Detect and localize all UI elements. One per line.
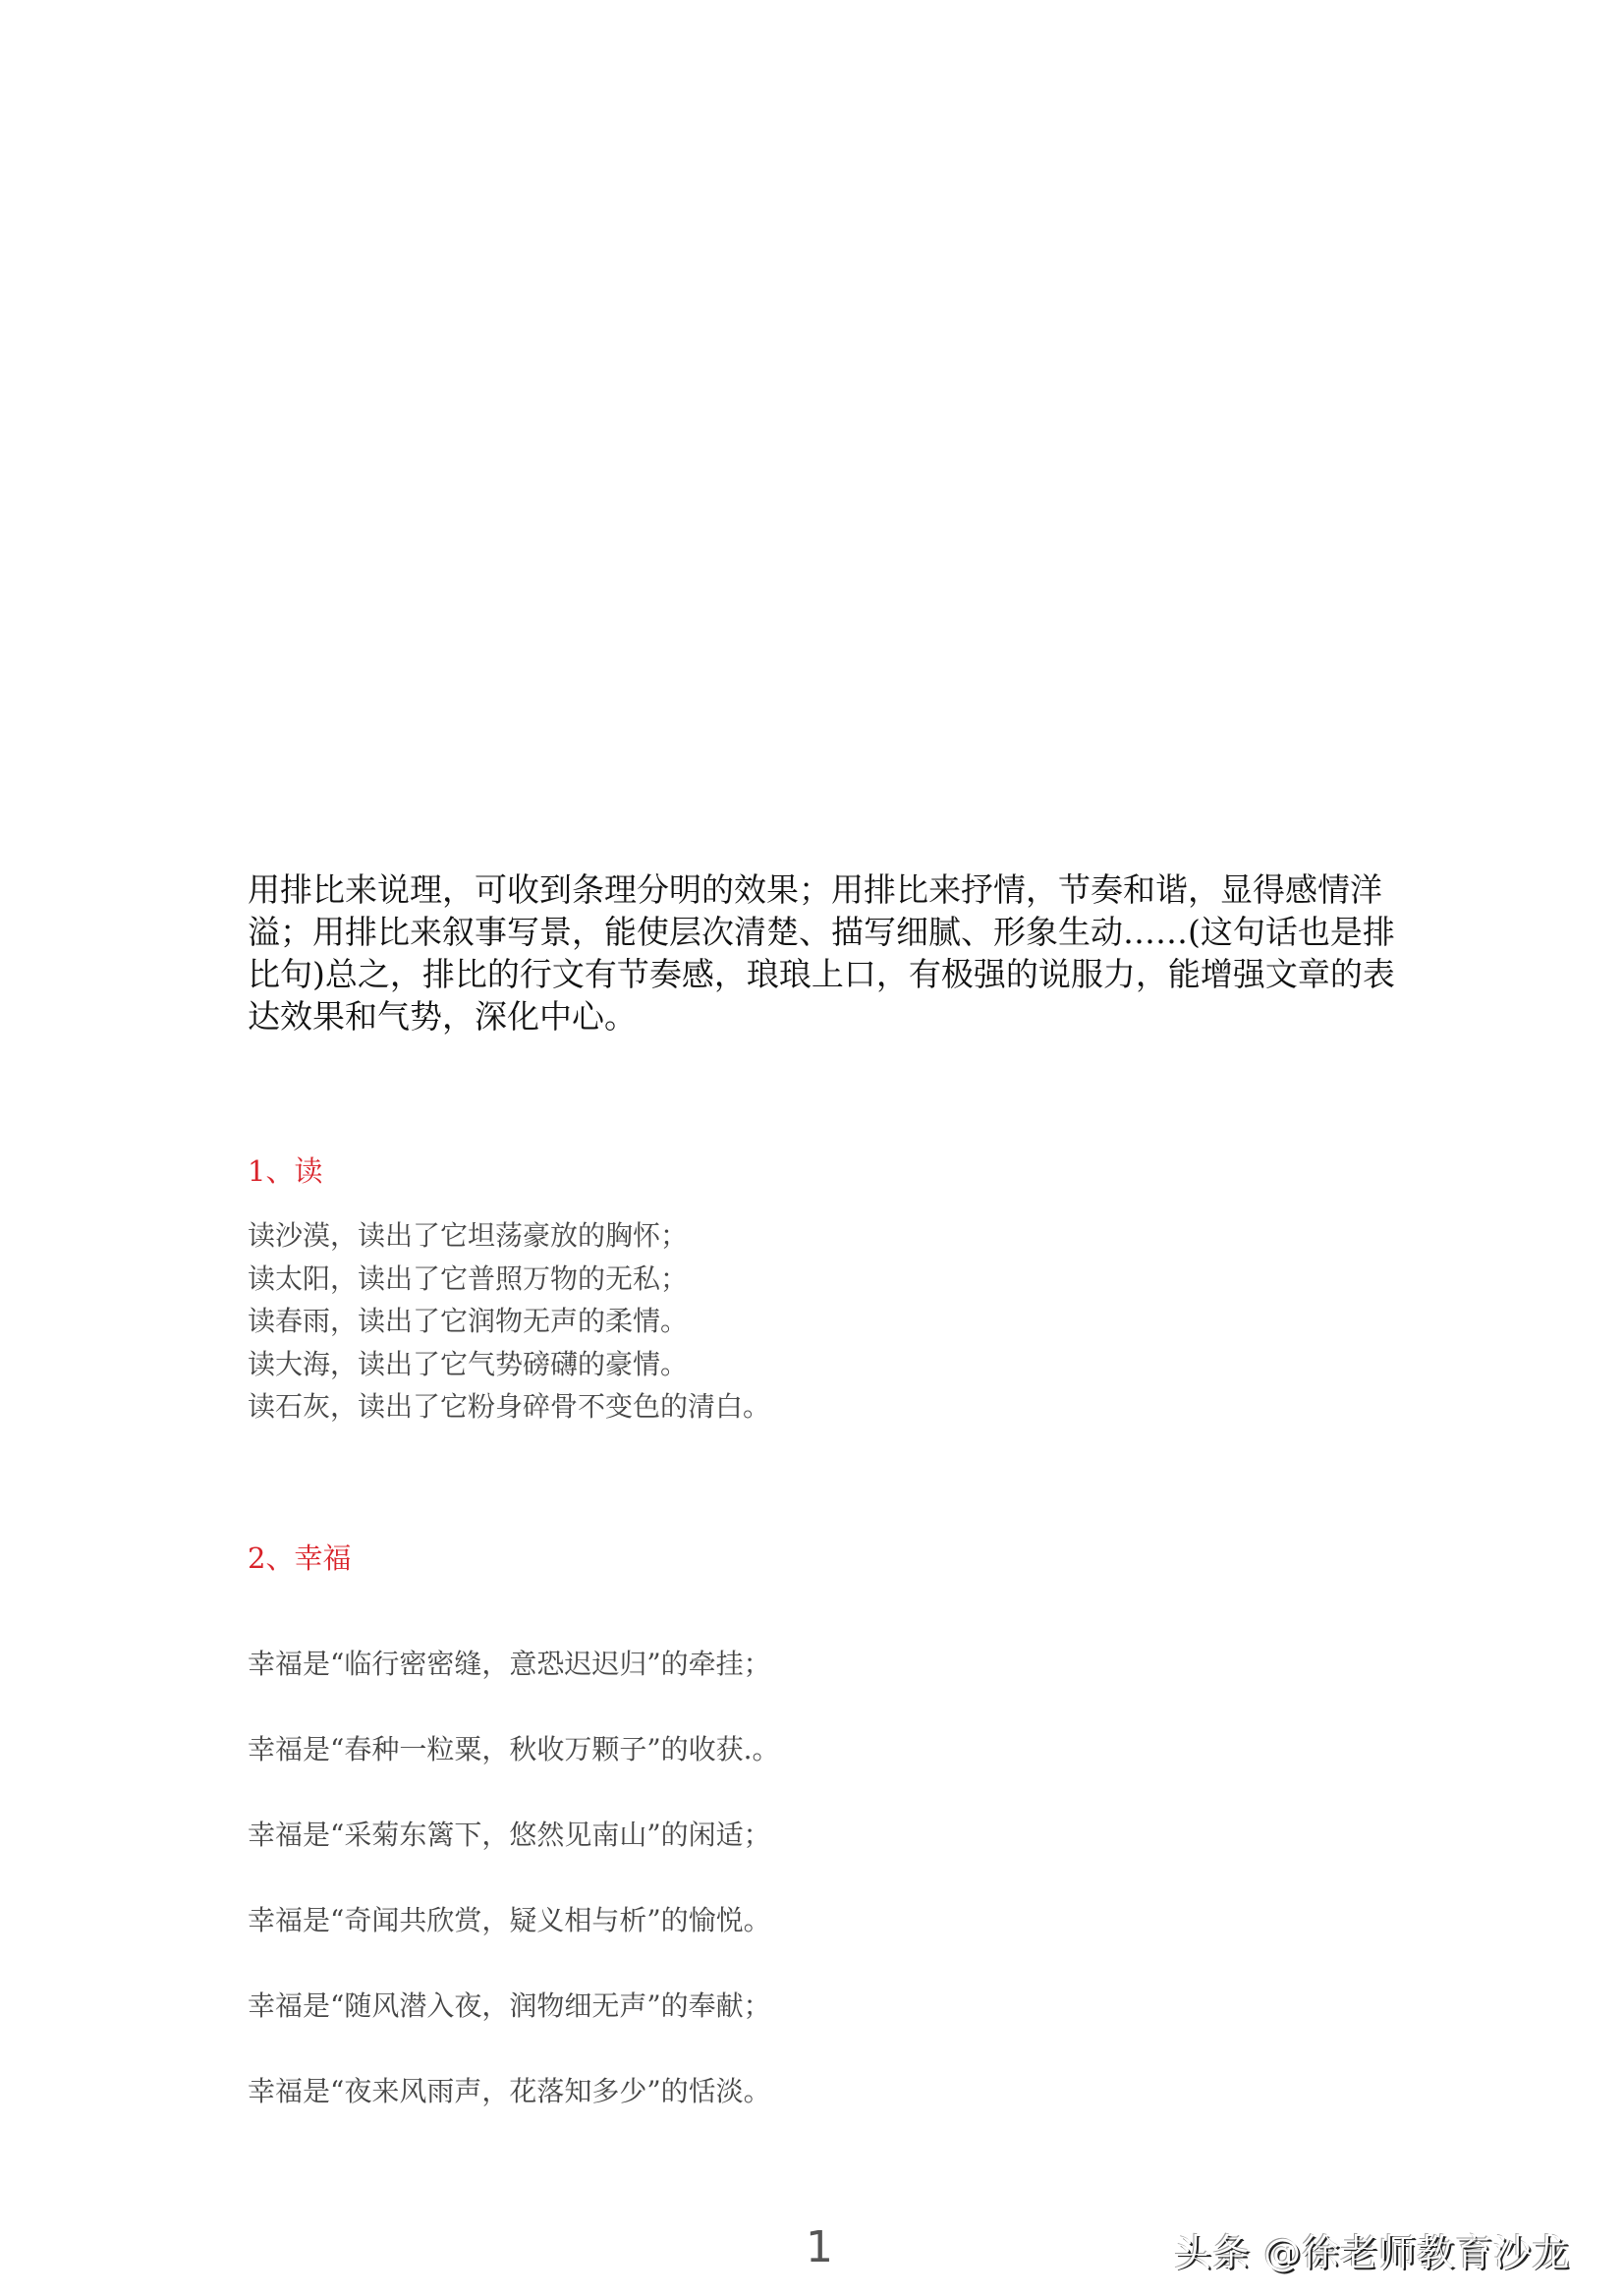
list-item: 幸福是“临行密密缝，意恐迟迟归”的牵挂；	[248, 1648, 771, 1680]
section-heading-happiness: 2、幸福	[248, 1541, 352, 1575]
list-item: 读大海，读出了它气势磅礴的豪情。	[248, 1347, 689, 1380]
list-item: 幸福是“春种一粒粟，秋收万颗子”的收获.。	[248, 1733, 780, 1765]
happiness-list	[248, 1621, 780, 2134]
list-item: 读太阳，读出了它普照万物的无私；	[248, 1261, 689, 1295]
page-number: 1	[806, 2222, 833, 2272]
list-item: 幸福是“随风潜入夜，润物细无声”的奉献；	[248, 1989, 771, 2022]
list-item: 读春雨，读出了它润物无声的柔情。	[248, 1305, 689, 1337]
list-item: 读石灰，读出了它粉身碎骨不变色的清白。	[248, 1390, 771, 1423]
intro-paragraph: 用排比来说理，可收到条理分明的效果；用排比来抒情，节奏和谐，显得感情洋溢；用排比来叙事写景，能使层次清楚、描写细腻、形象生动……(这句话也是排比句)总之，排比的行文有节奏感，琅琅上口，有极强的说服力，能增强文章的表达效果和气势，深化中心。	[248, 870, 1395, 1036]
read-list	[248, 1214, 770, 1428]
section-heading-read: 1、读	[248, 1154, 323, 1188]
list-item: 读沙漠，读出了它坦荡豪放的胸怀；	[248, 1219, 689, 1252]
list-item: 幸福是“夜来风雨声，花落知多少”的恬淡。	[248, 2075, 771, 2107]
list-item: 幸福是“奇闻共欣赏，疑义相与析”的愉悦。	[248, 1904, 771, 1936]
watermark: 头条 @徐老师教育沙龙	[1174, 2231, 1571, 2274]
list-item: 幸福是“采菊东篱下，悠然见南山”的闲适；	[248, 1819, 771, 1851]
